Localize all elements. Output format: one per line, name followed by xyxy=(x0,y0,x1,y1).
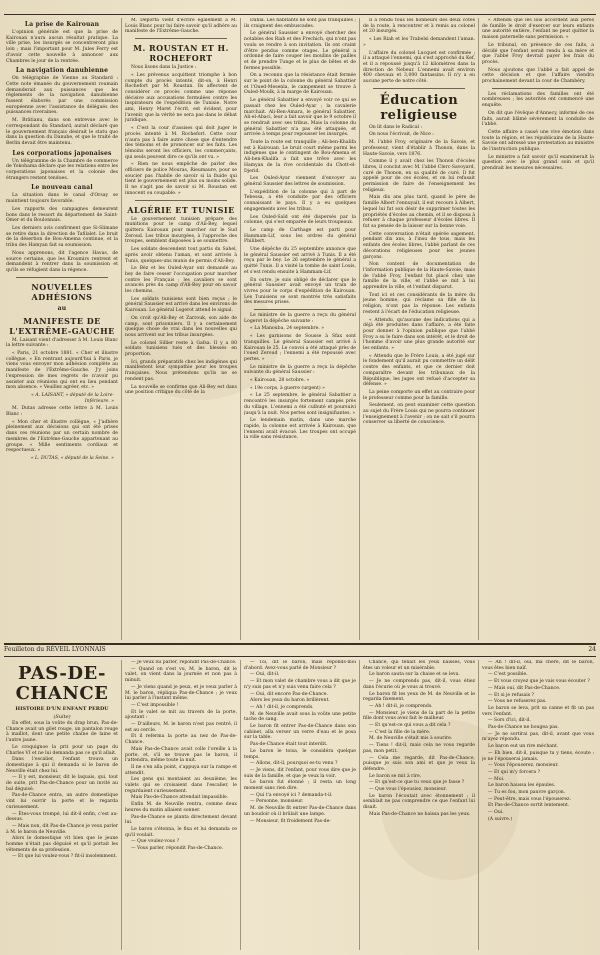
feuilleton-paragraph: — Moi. xyxy=(488,776,505,782)
feuilleton-paragraph: Pas-de-Chance ne bougea pas. xyxy=(488,725,559,731)
article-paragraph: « Attendu, qu'aucune des indications qui a déjà été produites dans l'affaire, a été faite pour donner à l'opinion publique que l'abbé Froy a su le faire dans son intérêt, et le droit de l'homme d'avoir une plus grande autorité sur les enfants. » xyxy=(363,317,475,352)
feuilleton-paragraph: Le baron sauta sur la chaise et se leva. xyxy=(369,672,460,678)
article-paragraph: « Rien ne nous empêche de parler des officiers de police Mouras, Rieumaure, pour se soucier pas l'habile de savoir si la fluide qui tient le gouvernement est plus ou moins solide. Il ne s'agit pas de savoir si M. Roustan est innocent ou coupable. » xyxy=(125,162,237,196)
article-paragraph: Dahla. Les habitants ne sont pas tranquilles ; ils craignent des embuscades. xyxy=(244,18,356,29)
feuilleton-paragraph: — Sors d'ici, dit-il. xyxy=(488,718,531,724)
article-paragraph: Tout ici et ces considérants de la mère du jeune homme, qui réclame sa fille de la religion, n'ont pas la réponse. Les enfants restent à l'écart de l'éducation religieuse. xyxy=(363,292,475,315)
article-paragraph: Le lendemain matin, dans une marche rapide, la colonne est arrivée à Kairouan, que l'ennemi avait évacué. Les troupes ont occupé la ville sans résistance. xyxy=(244,418,356,441)
column-1 xyxy=(6,18,118,640)
article-paragraph: Une dépêche du 25 septembre annonce que le général Saussier est arrivé à Tunis. Il a été reçu par le bey. Le 26 septembre le général a quitté Tunis. Il a visité la tombe de saint Louis, et s'est rendu ensuite à Hammam-Lif. xyxy=(244,247,356,275)
column-divider xyxy=(240,18,241,640)
feuilleton-subtitle: HISTOIRE D'UN ENFANT PERDU xyxy=(15,706,109,712)
feuilleton-paragraph: — Et qu'est-ce qui vous a dit cela ? xyxy=(369,723,451,729)
feuilleton-paragraph: — C'est impossible ! xyxy=(131,702,179,708)
section-separator xyxy=(492,88,584,89)
feuilleton-paragraph: — Que vous l'épousiez, monsieur. xyxy=(369,787,447,793)
section-separator xyxy=(16,277,108,278)
article-paragraph: On nous l'écrivait, de Nice : xyxy=(369,132,434,138)
feuilleton-paragraph: — Et mon valet de chambre vous a dit que je n'y suis pas et n'y suis venu faire cela ? xyxy=(244,679,356,690)
article-paragraph: Toute la route est tranquille ; Ali-ben-Khalifa est à Kairouan. Le bruit court même parmi les indigènes que le contingent de Bou-Amema et Ali-ben-Khalifa a fait une trêve avec les Hamyan de la rive occidentale du Chott-el-Djerid. xyxy=(244,140,356,174)
feuilleton-paragraph: — Et qui m'y forcera ? xyxy=(488,769,541,775)
feuilleton-paragraph: — Et qu'est-ce que tu veux que je fasse ? xyxy=(369,780,465,786)
feuilleton-paragraph: Le baron fut étonné ; il resta un long moment sans rien dire. xyxy=(244,780,356,792)
feuilleton-paragraph: Le baron fit entrer Pas-de-Chance dans son cabinet, alla verser un verre d'eau et le posa sur la table. xyxy=(244,724,356,741)
column-divider xyxy=(359,18,360,640)
feuilleton-paragraph: — Je viens quand je peux, et je veux parler à M. le baron, répliqua Pas-de-Chance ; je veux lui parler à l'instant même. xyxy=(125,684,237,702)
feuilleton-column-1 xyxy=(6,660,118,950)
feuilleton-paragraph: M. de Neuville s'était mis à sourire. xyxy=(369,736,453,742)
article-paragraph: « Les garnisons de Sousse à Sfax sont tranquilles. Le général Saussier est arrivé à Kairouan le 25. Le convoi a été attaqué près de l'oued Zeroud ; l'ennemi a été repoussé avec pertes. » xyxy=(244,334,356,362)
article-paragraph: M. Brătianu, dans son entrevue avec le correspondant du Standard, aurait déclaré que le gouvernement français désirait le statu quo dans la question du Danube, et que le traité de Berlin devait être maintenu. xyxy=(6,118,118,146)
article-heading: Le nouveau canal xyxy=(31,184,93,192)
article-paragraph: M. Laisant vient d'adresser à M. Louis Blanc la lettre suivante : xyxy=(6,337,118,349)
feuilleton-paragraph: — Êtes-vous trompé, lui dit-il enfin, c'est au-dessus. xyxy=(6,811,118,823)
section-headline: ALGÉRIE ET TUNISIE xyxy=(127,204,235,215)
article-paragraph: « Les prévenus acquittent triomphe à bon compte du procès intenté, dit-on, à Henri Rochefort par M. Roustan. Ils affectent de considérer ce procès comme une réponse décisive aux accusations formulées contre les inspirateurs de l'expédition de Tunisie. Notre ami, Henry Maret l'écrit, est évident, pour l'avenir, que la vérité ne sera pas dans le débat juridique. xyxy=(125,72,237,124)
article-paragraph: « Mon cher et illustre collègue, « J'adhère pleinement aux décisions qui ont été prises dans ces réunions par un certain nombre de membres de l'Extrême-Gauche appartenant au groupe. « Mille sentiments cordiaux et respectueux. » xyxy=(6,419,118,454)
article-paragraph: On télégraphie de Vienne au Standard : Cette note émanée du gouvernement roumain demanderait aux puissances que les règlements de la navigation danubienne fussent élaborés par une commission européenne avec l'assistance de délégués des puissances riveraines. xyxy=(6,76,118,116)
feuilleton-paragraph: — Mais oui, dit Pas-de-Chance. xyxy=(488,685,561,691)
feuilleton-header xyxy=(4,645,596,655)
section-separator xyxy=(254,309,346,310)
article-paragraph: Les rapports des campagnes demeurent bons dans le ressort du département de Saint-Omer et du Boulonnais. xyxy=(6,206,118,224)
article-paragraph: Les soldats descendent tout partis du Sahel, après avoir obtenu l'aman, et sont arrivés à Tunis, quelques-uns munis de permis d'Ali-Bey. xyxy=(125,247,237,264)
article-paragraph: On croit qu'Ali-Bey et Zarrouk, son aide de camp, sont prisonniers. Il y a certainement quelque chose de vrai dans les nouvelles qui nous arrivent sur les tribus insurgées. xyxy=(125,315,237,338)
feuilleton-paragraph: Et il referma la porte au nez de Pas-de-Chance. xyxy=(125,734,237,746)
feuilleton-paragraph: Pas-de-Chance était tout interdit. xyxy=(250,742,328,748)
feuilleton-paragraph: Pas-de-Chance se planta directement devant lui. xyxy=(125,814,237,826)
feuilleton-suite: (Suite) xyxy=(53,714,71,720)
feuilleton-paragraph: Mais Pas-de-Chance avait colle l'oreille à la porte, et, s'il ne trouve pas le baron, il l'attendra, même toute la nuit. xyxy=(125,746,237,764)
article-paragraph: Nous apprenons, dit l'agence Havas, de source certaine, que les Kroumirs rentrent et demandent à rentrer dans la soumission et qu'ils se réfugient dans la régence. xyxy=(6,250,118,273)
article-heading: La navigation danubienne xyxy=(15,67,109,75)
column-divider xyxy=(478,660,479,950)
feuilleton-paragraph: — Quand on s'est vu, M. le baron, dit le valet, on vient dans la journée et non pas à minuit. xyxy=(125,666,237,684)
article-paragraph: Non content de documentation de l'information publique de la Haute-Savoie, mais de l'abbé Froy, l'enfant fut placé chez une famille de la ville, et l'abbé se mit à lui apprendre la ville, et l'enfant disparut. xyxy=(363,262,475,291)
article-paragraph: Le ministre de la guerre a reçu du général Logerot la dépêche suivante : xyxy=(244,313,356,324)
feuilleton-paragraph: Alors le domestique vit bien que le jeune homme n'était pas déguisé et qu'il portait les vêtements de sa profession. xyxy=(6,836,118,853)
feuilleton-column-3 xyxy=(244,660,356,950)
feuilleton-paragraph: M. de Neuville avait sous la voûte une petite tache de sang. xyxy=(244,711,356,723)
feuilleton-paragraph: Enfin M. de Neuville rentra, comme deux heures du matin allaient sonner. xyxy=(125,802,237,813)
section-headline: NOUVELLES ADHÉSIONS xyxy=(31,281,93,302)
column-2 xyxy=(125,18,237,640)
feuilleton-paragraph: — Vous parler, répondit Pas-de-Chance. xyxy=(131,846,224,852)
feuilleton-paragraph: — Oui, dit-il. xyxy=(250,672,280,678)
article-paragraph: « La Manouba, 24 septembre. » xyxy=(250,326,325,332)
feuilleton-paragraph: — Qui t'a envoyé ici ? demanda-t-il. xyxy=(250,792,333,798)
feuilleton-paragraph: — Que voulez-vous ? xyxy=(131,839,180,845)
feuilleton-paragraph: — C'est la fille de la mère. xyxy=(369,729,431,735)
article-paragraph: La nouvelle se confirme que Ali-Bey est dans une position critique du côté de la xyxy=(125,384,237,396)
feuilleton-number: 24 xyxy=(588,646,596,653)
top-border xyxy=(4,14,596,15)
article-heading: au xyxy=(57,304,67,312)
feuilleton-paragraph: — Et vous croyez que je vais vous écouter ? xyxy=(488,679,590,685)
feuilleton-paragraph: — Tiens ! dit-il, mais cela ne vous regarde pas, mon petit. xyxy=(363,743,475,754)
article-paragraph: M. l'abbé Froy, originaire de la Savoie, et professeur, vient d'établir à Thonon, dans la Haute-Savoie, vers 1876. xyxy=(363,140,475,157)
feuilleton-paragraph: — Je ne comprends pas, dit-il, vous étiez dans l'écurie où je vous ai trouvé. xyxy=(363,679,475,690)
feuilleton-paragraph: — Ah ! dit-il, je comprends. xyxy=(369,703,433,709)
feuilleton-paragraph: Et Pas-de-Chance sortit lentement. xyxy=(488,803,570,809)
feuilleton-paragraph: Le baron se leva, prit sa canne et fit un pas vers l'enfant. xyxy=(482,705,594,717)
article-heading: Les corporations japonaises xyxy=(12,149,112,157)
article-paragraph: Comme il y avait chez les Thonon d'écoles libres, il conclut avec M. l'abbé Clerc-Savoyard, curé de Thonon, en sa qualité de curé. Il fut appelé pour de ces écoles, et on lui refusait permission de faire de l'enseignement les religieux. xyxy=(363,159,475,193)
column-divider xyxy=(478,18,479,640)
feuilleton-rule-bottom xyxy=(4,656,596,657)
feuilleton-paragraph: — Mais non, dit Pas-de-Chance je veux parler à M. le baron de Neuville. xyxy=(6,823,118,835)
article-paragraph: L'opinion générale est que la prise de Kairouan n'aura aucun résultat pratique. La ville prise, les insurgés se concentreront plus loin ; mais l'important pour M. Jules Ferry est d'avoir cette nouvelle à annoncer aux Chambres le jour de la rentrée. xyxy=(6,30,118,64)
section-separator xyxy=(135,200,227,201)
feuilleton-paragraph: En effet, sous la voûte du drap brun, Pas-de-Chance avait un gilet rouge, un pantalon rouge à maillot, dont une petite chaîne de laine et l'autre jaune. xyxy=(6,721,118,744)
article-paragraph: « Attendu que le Frère Louis, a été jugé sur le fondement qu'il aurait pu commettre un délit contre des enfants, et que ce dernier doit comparaître devant les tribunaux de la République, les juges ont refusé d'accepter sa défense. » xyxy=(363,353,475,388)
article-paragraph: Cette affaire a causé une vive émotion dans toute la région, et les républicains de la Haute-Savoie ont adressé une protestation au ministre de l'instruction publique. xyxy=(482,129,594,153)
feuilleton-paragraph: Et le valet se mit au travers de la porte, ajoutant : xyxy=(125,709,237,721)
article-paragraph: Le tribunal, en présence de ces faits, a décidé que l'enfant serait rendu à sa mère et que l'abbé Froy devrait payer les frais du procès. xyxy=(482,42,594,65)
feuilleton-paragraph: — Tu es fou, mon pauvre garçon. xyxy=(488,790,566,796)
article-paragraph: L'expédition de la colonne qui à part de Tebessa, a été conduite par des officiers connaissant le pays. Il y a eu quelques engagements avec les tribus. xyxy=(244,189,356,212)
article-paragraph: « Les Riah et les Trabelsi demandent l'aman. » xyxy=(363,37,475,48)
article-paragraph: Nous lisons dans la Justice : xyxy=(131,65,197,71)
article-paragraph: Le colonel Sillier reste à Gafsa. Il y a 80 soldats tunisiens tués et des blessés en proportion. xyxy=(125,340,237,358)
feuilleton-paragraph: — Peut-être, mais vous l'épouserez. xyxy=(488,796,571,802)
column-divider xyxy=(240,660,241,950)
feuilleton-paragraph: M. de Neuville fit entrer Pas-de-Chance dans un boudoir où il brûlait une lampe. xyxy=(244,806,356,817)
feuilleton-paragraph: Le baron l'écoutait avec étonnement ; il semblait ne pas comprendre ce que l'enfant lui disait. xyxy=(363,793,475,811)
feuilleton-paragraph: Le baron se mit à rire. xyxy=(369,773,422,779)
feuilleton-paragraph: — Personne, monsieur. xyxy=(250,799,304,805)
article-paragraph: « C'est la cour d'assises qui doit juger le procès intenté à M. Rochefort. Cette cour n'aura pas à faire autre chose que d'entendre des témoins et de prononcer sur les faits. Les témoins seront les officiers, les commerçants, qui seuls peuvent dire ce qu'ils ont vu. » xyxy=(125,126,237,160)
feuilleton-paragraph: Le baron le toisa, le considéra quelque temps. xyxy=(244,748,356,760)
section-separator xyxy=(135,38,227,39)
feuilleton-paragraph: Le baron eut un rire méchant. xyxy=(488,744,559,750)
article-paragraph: Il a rendu tous les honneurs des deux côtés de la route, à rencontrer et à remis au colonel et 20 insurgés. xyxy=(363,18,475,35)
article-paragraph: Les Ouled-Saïd ont été dispersés par la colonne, qui s'est emparée de leurs troupeaux. xyxy=(244,214,356,226)
article-heading: La prise de Kairouan xyxy=(24,21,100,28)
feuilleton-paragraph: Le baron s'étonna, le fixa et lui demanda ce qu'il voulait. xyxy=(125,826,237,838)
feuilleton-paragraph: — Monsieur, fit froidement Pas-de- xyxy=(250,818,331,824)
section-headline: Éducation religieuse xyxy=(379,92,459,123)
article-paragraph: Cette conversation n'était opérée sagement, pendant dix ans, à l'insu de tous, mais les enfants des écoles libres, l'abbé parlant de ces décorations religieuses pour les jeunes garçons. xyxy=(363,231,475,260)
article-paragraph: Le camp de Carthage est parti pour Hammam-Lif, sous les ordres du général Philibert. xyxy=(244,227,356,245)
article-paragraph: L'affaire du colonel Lucquet est confirmée ; il a attaqué l'ennemi, qui s'est approché du Kef, et il a repoussé jusqu'à 12 kilomètres dans la direction de Nebeur. L'ennemi avait environ 400 chevaux et 3,000 fantassins. Il n'y a eu aucune perte de notre côté. xyxy=(363,50,475,85)
article-paragraph: La peine comporte un effet au contraire pour le professeur comme pour la famille. xyxy=(363,389,475,401)
article-paragraph: La situation dans le canal d'Orsay se maintient toujours favorable. xyxy=(6,193,118,205)
feuilleton-paragraph: — Cela me regarde, dit Pas-de-Chance, puisque je suis son ami et que je veux la défendre. xyxy=(363,755,475,772)
article-paragraph: Le gouvernement tunisien prépare des munitions pour le camp d'Ali-Bey, lequel quittera Kairouan pour marcher sur le Sud Zeroud. Les tribus insurgées, à l'approche des troupes, semblent disposées à se soumettre. xyxy=(125,216,237,245)
column-3 xyxy=(244,18,356,640)
article-paragraph: Le ministre a fait savoir qu'il examinerait la question avec le plus grand soin et qu'il prendrait les mesures nécessaires. xyxy=(482,154,594,172)
feuilleton-paragraph: — Eh bien, dit-il, puisque tu y tiens, écoute : je ne l'épouserai jamais. xyxy=(482,750,594,762)
feuilleton-label: Feuilleton du RÉVEIL LYONNAIS xyxy=(4,646,106,653)
column-divider xyxy=(359,660,360,950)
feuilleton-paragraph: — Vous ne refuserez pas. xyxy=(488,699,547,705)
feuilleton-paragraph: Mais Pas-de-Chance attendait impassible. xyxy=(131,795,229,801)
article-paragraph: Mais dix ans plus tard, quand le père de famille Albert l'ennuyait, il eut recours à Albert, lequel lui fut son désir de supprimer toutes les propriétés d'écoles au chemin, et il se disposa à refuser à chaque professeur d'écoles libres. Il fut sa pensée de la laisser sur la bonne voie. xyxy=(363,195,475,229)
feuilleton-paragraph: — Monsieur, je viens de la part de la petite fille dont vous avez fait le malheur. xyxy=(363,710,475,722)
article-paragraph: En outre, je suis obligé de déclarer que le général Saussier avait envoyé un train de vivres pour le corps d'expédition de Kairouan. Les Tunisiens se sont montrés très satisfaits des mesures prises. xyxy=(244,277,356,306)
feuilleton-paragraph: — Oui, dit encore Pas-de-Chance. xyxy=(250,691,328,697)
feuilleton-paragraph: — Je viens, dit l'enfant, pour vous dire que je suis de la famille, et que je veux la voir. xyxy=(244,767,356,779)
article-paragraph: Le général Saussier a envoyé chercher des notables des Riah et des Frechich, qui n'ont pas voulu se rendre à son invitation. Ils ont craint d'être pendus comme otages. Le général a ordonné de faire couper les moulins de pailles et de prendre Tunge et le plus de bêtes et de fermes possible. xyxy=(244,31,356,71)
article-paragraph: M. Deporta vient d'écrire également à M. Louis Blanc pour lui faire savoir qu'il adhère au manifeste de l'Extrême-Gauche. xyxy=(125,18,237,35)
feuilleton-column-2 xyxy=(125,660,237,950)
feuilleton-paragraph: — C'est possible. xyxy=(488,672,528,678)
article-paragraph: « Paris, 21 octobre 1881. « Cher et illustre collègue, « En rentrant aujourd'hui à Paris, je viens vous envoyer mon adhésion complète au manifeste de l'Extrême-Gauche. J'y joins l'expression de mes regrets de n'avoir pu assister aux réunions qui ont eu lieu pendant mon absence. « Veuillez agréer, etc. » xyxy=(6,351,118,391)
feuilleton-paragraph: — Je veux lui parler, répondit Pas-de-Chance. xyxy=(131,660,237,665)
section-headline: MANIFESTE DE L'EXTRÊME-GAUCHE xyxy=(9,315,115,336)
feuilleton-paragraph: Les gens qui montaient au deuxième, les valets qui se croisaient dans l'escalier, le regardaient curieusement. xyxy=(125,777,237,794)
article-paragraph: « Le 25 septembre, le général Sabattier a rencontré les insurgés fortement campés près du village. L'ennemi a été culbuté et poursuivi jusqu'à la nuit. Nos pertes sont insignifiantes. » xyxy=(244,393,356,416)
feuilleton-paragraph: — Et si je refusais ? xyxy=(488,692,535,698)
article-paragraph: Les réclamations des familles ont été nombreuses ; les autorités ont commencé une enquête. xyxy=(482,91,594,109)
feuilleton-paragraph: — Et que lui voulez-vous ? fit-il insolemment. xyxy=(12,854,117,860)
column-5 xyxy=(482,18,594,640)
article-paragraph: Les soldats tunisiens sont bien reçus ; le général Saussier est arrivé dans les environs de Kairouan. Le général Logerot attend le signal. xyxy=(125,296,237,314)
feuilleton-paragraph: Dans l'escalier, l'enfant trouva un domestique à qui il demanda si le baron de Neuville était chez lui. xyxy=(6,757,118,774)
feuilleton-paragraph: Mais Pas-de-Chance ne baissa pas les yeux. xyxy=(369,811,471,817)
feuilleton-paragraph: — Je ne sortirai pas, dit-il, avant que vous m'ayez répondu. xyxy=(482,731,594,743)
feuilleton-paragraph: — Il y est, monsieur, dit le laquais, qui, tout de suite, prit Pas-de-Chance pour un invité au bal déguisé. xyxy=(6,775,118,792)
feuilleton-paragraph: Alors les yeux du baron brillèrent. xyxy=(250,698,330,704)
feuilleton-paragraph: Le baron fit les yeux de M. de Neuville et le regarda fixement. xyxy=(363,691,475,703)
article-paragraph: Seulement, on peut examiner cette question au sujet du Frère Louis qui ne pourra continuer l'enseignement à l'avenir ; on ne sait s'il pourra conserver sa liberté de conscience. xyxy=(363,403,475,426)
article-paragraph: On dit que l'évêque d'Annecy, informé de ces faits, aurait blâmé sévèrement la conduite de l'abbé. xyxy=(482,110,594,128)
article-paragraph: On lit dans le Radical : xyxy=(369,124,423,130)
article-paragraph: « Attendu que les lois accordent aux pères de famille le droit d'exercer sur leurs enfants une autorité entière, l'enfant ne peut quitter la maison paternelle sans permission. » xyxy=(482,18,594,41)
feuilleton-paragraph: — Oui. xyxy=(488,810,504,816)
feuilleton-paragraph: Le croquignoe la prit pour un page du Charles VI et ne lui demanda pas ce qu'il allait. xyxy=(6,744,118,756)
feuilleton-paragraph: — Ah ! dit-il, oui, ma chère, dit le baron, vous êtes bien naïf. xyxy=(482,660,594,671)
feuilleton-title: PAS-DE-CHANCE xyxy=(15,663,109,704)
article-paragraph: On a reconnu que la résistance était fermée sur le point de la colonne du général Sabattier et l'Oued-Mesenla, le campement se trouve à Ouled-Moulk, à la marge de Kairouan. xyxy=(244,73,356,96)
feuilleton-paragraph: — Ah ! dit-il, je comprends. xyxy=(250,704,314,710)
feuilleton-paragraph: Pas-de-Chance entra, un autre domestique vint lui ouvrir la porte et le regarda curieusement. xyxy=(6,793,118,810)
feuilleton-paragraph: — Allons, dit-il, pourquoi es-tu venu ? xyxy=(250,761,338,767)
feuilleton-paragraph: (A suivre.) xyxy=(488,816,513,822)
article-paragraph: « 19e corps, à guerre (urgent) » xyxy=(250,385,325,391)
signature: « A. LAISANT, « député de la Loire-Inférieure. » xyxy=(31,392,114,404)
article-paragraph: « Kairouan, 28 octobre. » xyxy=(250,378,310,384)
article-paragraph: Les derniers avis confirment que Si-Slimane se retire dans la direction de Tafilalet. Le bruit de la désertion de Bou-Amema continue, et la tribu des Hamyan fait sa soumission. xyxy=(6,225,118,249)
feuilleton-column-5 xyxy=(482,660,594,950)
article-paragraph: M. Dutas adresse cette lettre à M. Louis Blanc : xyxy=(6,406,118,418)
column-4 xyxy=(363,18,475,640)
article-paragraph: Le ministre de la guerre a reçu la dépêche suivante du général Saussier : xyxy=(244,364,356,376)
column-divider xyxy=(121,18,122,640)
feuilleton-paragraph: Il ne s'en alla point, s'appuya sur la rampe et attendit. xyxy=(125,764,237,776)
feuilleton-paragraph: Le baron haussa les épaules. xyxy=(488,783,556,789)
section-headline: M. ROUSTAN ET H. ROCHEFORT xyxy=(133,43,229,64)
article-paragraph: Le général Sabattier a envoyé voir ce qui se passait chez les Ouled-Ayar ; la cavalerie marchait. Ali-Ben-Amara, le général Sabattier, Ali-el-Abaci, leur a fait savoir que le 9 octobre il se rendrait avec ses tribus. Mais la colonne du général Sabattier n'a pas été attaquée, et arrivée à temps pour repousser les insurgés. xyxy=(244,98,356,138)
article-paragraph: Un télégramme de la Chambre de commerce de Yokohama déclare que les relations entre les corporations japonaises et la colonie des étrangers restent tendues. xyxy=(6,158,118,181)
article-paragraph: Les Ouled-Ayar viennent d'envoyer au général Saussier des lettres de soumission. xyxy=(244,176,356,187)
feuilleton-paragraph: — Toi, dit le baron, mais réponds-moi d'abord. Avez-vous parlé de Monsieur ? xyxy=(244,660,356,671)
feuilleton-paragraph: — Vous l'épouserez, monsieur. xyxy=(488,763,559,769)
feuilleton-paragraph: — D'ailleurs, M. le baron n'est pas rentré, il est au cercle. xyxy=(125,722,237,733)
article-paragraph: Nous ajoutons que l'abbé a fait appel de cette décision et que l'affaire viendra prochainement devant la cour de Chambéry. xyxy=(482,67,594,85)
article-paragraph: Le Bèz et les Ouled-Ayar ont demandé au bey de faire cesser l'occupation pour marcher contre les Français ; les cavaliers se sont avancés près du camp d'Ali-Bey pour en savoir les chemins. xyxy=(125,266,237,295)
article-paragraph: Ici, grands préparatifs chez les indigènes qui manifestent leur sympathie pour les troupes françaises. Nous prétendons qu'ils ne se rendent pas. xyxy=(125,359,237,382)
signature: « L. DUTAS, « député de la Seine. » xyxy=(30,455,114,461)
feuilleton-column-4 xyxy=(363,660,475,950)
feuilleton-paragraph: Chance, qui tenait les yeux baissés, vous êtes un voleur et un misérable. xyxy=(363,660,475,671)
column-divider xyxy=(121,660,122,950)
section-separator xyxy=(373,88,465,89)
